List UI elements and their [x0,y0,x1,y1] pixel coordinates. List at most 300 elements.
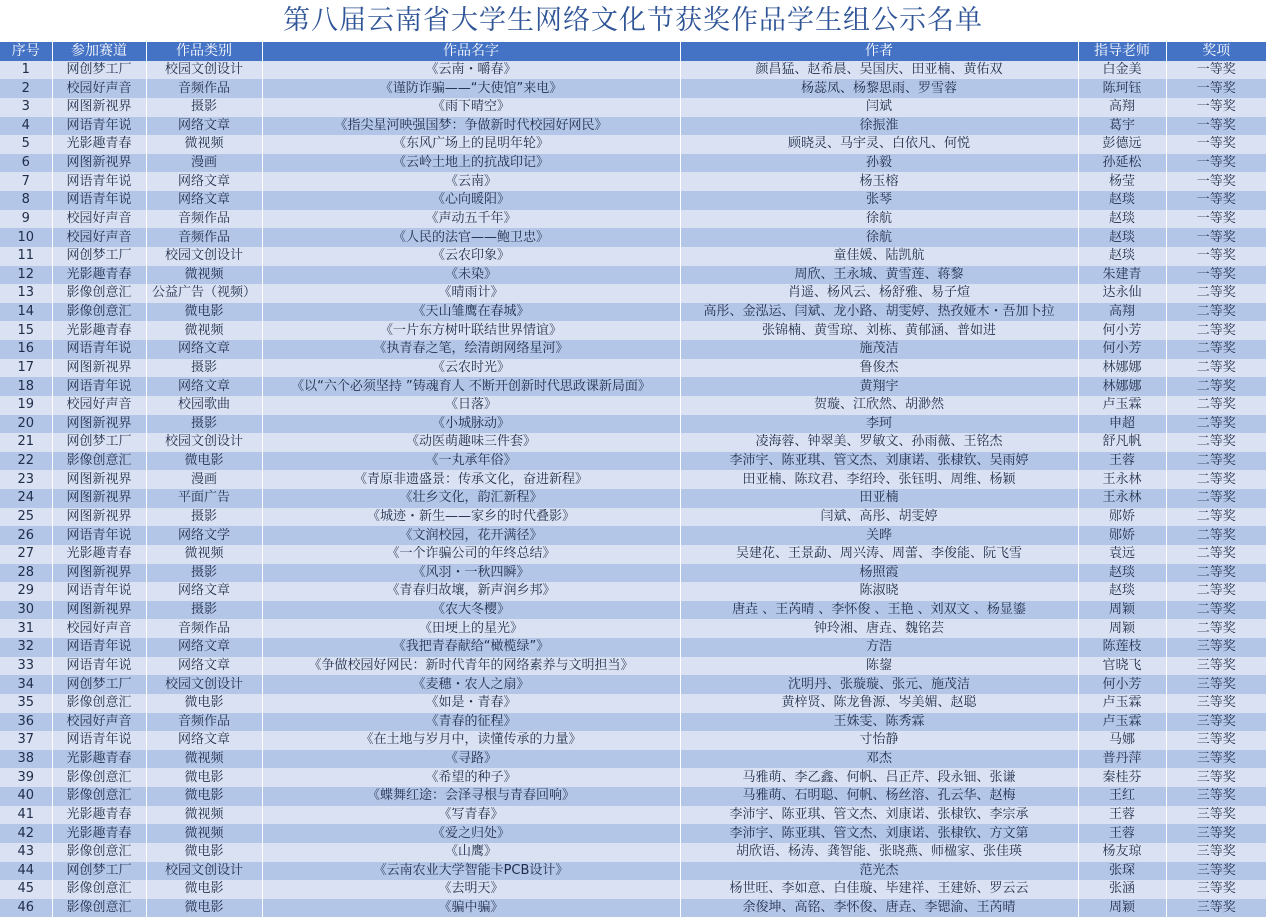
cell-award: 三等奖 [1166,768,1266,787]
cell-award: 二等奖 [1166,582,1266,601]
cell-advisor: 杨莹 [1078,172,1166,191]
cell-index: 2 [0,79,52,98]
cell-award: 一等奖 [1166,266,1266,285]
table-row [0,806,1266,825]
cell-award: 二等奖 [1166,545,1266,564]
cell-award: 一等奖 [1166,135,1266,154]
cell-authors: 马雅萌、李乙鑫、何帆、吕正芹、段永钿、张谦 [680,768,1078,787]
cell-track: 校园好声音 [52,79,146,98]
cell-authors: 徐振淮 [680,117,1078,136]
cell-award: 一等奖 [1166,61,1266,80]
cell-advisor: 赵琰 [1078,564,1166,583]
cell-track: 网创梦工厂 [52,433,146,452]
cell-index: 29 [0,582,52,601]
cell-work-title: 《青春归故壤，新声润乡邦》 [262,582,680,601]
cell-authors: 颜昌猛、赵希晨、吴国庆、田亚楠、黄佑双 [680,61,1078,80]
cell-authors: 田亚楠、陈玟君、李绍玲、张钰明、周维、杨颖 [680,470,1078,489]
column-header-work-title: 作品名字 [262,42,680,61]
cell-authors: 寸怡静 [680,731,1078,750]
cell-index: 26 [0,526,52,545]
awards-table [0,42,1266,917]
cell-authors: 田亚楠 [680,489,1078,508]
cell-track: 网图新视界 [52,601,146,620]
cell-award: 二等奖 [1166,489,1266,508]
cell-advisor: 申超 [1078,415,1166,434]
cell-advisor: 王红 [1078,787,1166,806]
cell-authors: 顾晓灵、马宇灵、白依凡、何悦 [680,135,1078,154]
cell-authors: 关晔 [680,526,1078,545]
cell-advisor: 周颖 [1078,619,1166,638]
cell-work-title: 《天山雏鹰在春城》 [262,303,680,322]
cell-authors: 闫斌 [680,98,1078,117]
cell-work-title: 《城迹・新生——家乡的时代叠影》 [262,508,680,527]
cell-award: 三等奖 [1166,787,1266,806]
table-body [0,61,1266,918]
cell-award: 二等奖 [1166,601,1266,620]
cell-authors: 胡欣语、杨涛、龚智能、张晓燕、师楹家、张佳瑛 [680,843,1078,862]
table-row [0,713,1266,732]
cell-award: 三等奖 [1166,731,1266,750]
cell-category: 漫画 [146,470,262,489]
cell-category: 音频作品 [146,713,262,732]
table-row [0,135,1266,154]
table-row [0,526,1266,545]
cell-work-title: 《骗中骗》 [262,899,680,918]
cell-award: 二等奖 [1166,321,1266,340]
cell-advisor: 高翔 [1078,98,1166,117]
cell-category: 校园歌曲 [146,396,262,415]
cell-authors: 杨照霞 [680,564,1078,583]
cell-advisor: 林娜娜 [1078,377,1166,396]
cell-work-title: 《动医萌趣味三件套》 [262,433,680,452]
cell-work-title: 《风羽・一秋四瞬》 [262,564,680,583]
cell-track: 校园好声音 [52,210,146,229]
cell-award: 一等奖 [1166,228,1266,247]
cell-work-title: 《山鹰》 [262,843,680,862]
cell-work-title: 《争做校园好网民：新时代青年的网络素养与文明担当》 [262,657,680,676]
cell-index: 17 [0,359,52,378]
cell-work-title: 《雨下晴空》 [262,98,680,117]
cell-advisor: 葛宇 [1078,117,1166,136]
cell-authors: 张琴 [680,191,1078,210]
cell-advisor: 赵琰 [1078,582,1166,601]
cell-work-title: 《爱之归处》 [262,824,680,843]
column-header-track: 参加赛道 [52,42,146,61]
cell-advisor: 卢玉霖 [1078,694,1166,713]
cell-advisor: 赵琰 [1078,247,1166,266]
cell-authors: 邓杰 [680,750,1078,769]
cell-work-title: 《小城脉动》 [262,415,680,434]
table-row [0,377,1266,396]
cell-track: 校园好声音 [52,713,146,732]
cell-work-title: 《谨防诈骗——“大使馆”来电》 [262,79,680,98]
cell-award: 二等奖 [1166,526,1266,545]
cell-award: 二等奖 [1166,564,1266,583]
cell-index: 24 [0,489,52,508]
cell-authors: 李沛宇、陈亚琪、管文杰、刘康诺、张棣钦、方文第 [680,824,1078,843]
cell-advisor: 周颖 [1078,899,1166,918]
cell-category: 漫画 [146,154,262,173]
cell-award: 二等奖 [1166,415,1266,434]
table-row [0,731,1266,750]
cell-award: 二等奖 [1166,377,1266,396]
table-row [0,824,1266,843]
cell-track: 校园好声音 [52,619,146,638]
cell-index: 38 [0,750,52,769]
cell-category: 微视频 [146,545,262,564]
cell-index: 20 [0,415,52,434]
cell-authors: 陈鋆 [680,657,1078,676]
cell-award: 三等奖 [1166,694,1266,713]
cell-work-title: 《未染》 [262,266,680,285]
cell-advisor: 官晓飞 [1078,657,1166,676]
cell-advisor: 秦桂芬 [1078,768,1166,787]
cell-award: 二等奖 [1166,359,1266,378]
table-row [0,843,1266,862]
cell-award: 三等奖 [1166,713,1266,732]
cell-work-title: 《写青春》 [262,806,680,825]
cell-track: 光影趣青春 [52,266,146,285]
table-row [0,210,1266,229]
cell-category: 微视频 [146,266,262,285]
cell-track: 网语青年说 [52,582,146,601]
cell-work-title: 《心向暖阳》 [262,191,680,210]
cell-category: 摄影 [146,508,262,527]
cell-authors: 徐航 [680,210,1078,229]
cell-index: 44 [0,862,52,881]
table-row [0,657,1266,676]
cell-work-title: 《麦穗・农人之扇》 [262,675,680,694]
cell-track: 影像创意汇 [52,694,146,713]
cell-category: 网络文章 [146,377,262,396]
cell-category: 微电影 [146,787,262,806]
cell-index: 41 [0,806,52,825]
table-row [0,899,1266,918]
cell-award: 二等奖 [1166,470,1266,489]
cell-authors: 闫斌、高彤、胡雯婷 [680,508,1078,527]
cell-authors: 沈明丹、张璇璇、张元、施茂洁 [680,675,1078,694]
cell-work-title: 《云农印象》 [262,247,680,266]
cell-award: 一等奖 [1166,79,1266,98]
cell-award: 二等奖 [1166,340,1266,359]
cell-track: 校园好声音 [52,396,146,415]
cell-category: 网络文章 [146,172,262,191]
cell-authors: 杨世旺、李如意、白佳璇、毕建祥、王建娇、罗云云 [680,880,1078,899]
cell-work-title: 《云农时光》 [262,359,680,378]
cell-work-title: 《云南农业大学智能卡PCB设计》 [262,862,680,881]
cell-award: 三等奖 [1166,824,1266,843]
cell-index: 3 [0,98,52,117]
cell-advisor: 王永林 [1078,470,1166,489]
cell-advisor: 王蓉 [1078,452,1166,471]
cell-advisor: 马娜 [1078,731,1166,750]
cell-category: 微电影 [146,880,262,899]
cell-authors: 孙毅 [680,154,1078,173]
cell-award: 三等奖 [1166,675,1266,694]
cell-authors: 鲁俊杰 [680,359,1078,378]
cell-index: 36 [0,713,52,732]
cell-work-title: 《人民的法官——鲍卫忠》 [262,228,680,247]
cell-category: 摄影 [146,564,262,583]
cell-category: 网络文章 [146,657,262,676]
table-row [0,359,1266,378]
cell-track: 影像创意汇 [52,452,146,471]
cell-authors: 陈淑晓 [680,582,1078,601]
cell-authors: 方浩 [680,638,1078,657]
cell-track: 影像创意汇 [52,880,146,899]
cell-award: 一等奖 [1166,191,1266,210]
cell-category: 校园文创设计 [146,862,262,881]
cell-track: 影像创意汇 [52,787,146,806]
cell-track: 光影趣青春 [52,135,146,154]
cell-track: 光影趣青春 [52,806,146,825]
cell-authors: 凌海蓉、钟翠美、罗敏文、孙雨薇、王铭杰 [680,433,1078,452]
cell-advisor: 舒凡帆 [1078,433,1166,452]
cell-category: 公益广告（视频） [146,284,262,303]
cell-track: 网图新视界 [52,359,146,378]
table-row [0,564,1266,583]
cell-award: 一等奖 [1166,98,1266,117]
cell-category: 校园文创设计 [146,433,262,452]
cell-index: 37 [0,731,52,750]
cell-authors: 范光杰 [680,862,1078,881]
cell-authors: 唐垚 、王芮晴 、李怀俊 、王艳 、刘双文 、杨显鎏 [680,601,1078,620]
cell-authors: 肖遥、杨风云、杨舒雅、易子煊 [680,284,1078,303]
cell-authors: 杨蕊凤、杨黎思雨、罗雪蓉 [680,79,1078,98]
cell-track: 网图新视界 [52,98,146,117]
cell-advisor: 何小芳 [1078,321,1166,340]
cell-track: 网图新视界 [52,489,146,508]
cell-index: 43 [0,843,52,862]
cell-advisor: 陈莲枝 [1078,638,1166,657]
cell-index: 33 [0,657,52,676]
cell-award: 三等奖 [1166,880,1266,899]
table-row [0,508,1266,527]
cell-index: 40 [0,787,52,806]
cell-advisor: 普丹萍 [1078,750,1166,769]
cell-category: 微视频 [146,135,262,154]
table-row [0,862,1266,881]
cell-track: 影像创意汇 [52,284,146,303]
cell-category: 平面广告 [146,489,262,508]
table-row [0,750,1266,769]
cell-award: 三等奖 [1166,750,1266,769]
cell-award: 三等奖 [1166,657,1266,676]
cell-advisor: 赵琰 [1078,191,1166,210]
cell-work-title: 《日落》 [262,396,680,415]
cell-authors: 马雅萌、石明聪、何帆、杨丝溶、孔云华、赵梅 [680,787,1078,806]
cell-index: 35 [0,694,52,713]
cell-advisor: 赵琰 [1078,210,1166,229]
table-row [0,880,1266,899]
column-header-award: 奖项 [1166,42,1266,61]
cell-category: 微视频 [146,321,262,340]
cell-track: 校园好声音 [52,228,146,247]
cell-advisor: 朱建青 [1078,266,1166,285]
cell-authors: 李沛宇、陈亚琪、管文杰、刘康诺、张棣钦、吴雨婷 [680,452,1078,471]
cell-authors: 贺璇、江欣然、胡渺然 [680,396,1078,415]
cell-advisor: 林娜娜 [1078,359,1166,378]
table-row [0,787,1266,806]
cell-authors: 黄梓贤、陈龙鲁源、岑美媚、赵聪 [680,694,1078,713]
cell-category: 网络文章 [146,731,262,750]
cell-index: 32 [0,638,52,657]
cell-advisor: 王蓉 [1078,806,1166,825]
cell-index: 1 [0,61,52,80]
cell-authors: 高彤、金泓运、闫斌、龙小路、胡雯婷、热孜娅木・吾加卜拉 [680,303,1078,322]
cell-award: 二等奖 [1166,303,1266,322]
cell-category: 摄影 [146,601,262,620]
cell-category: 校园文创设计 [146,61,262,80]
cell-work-title: 《蝶舞红途：会泽寻根与青春回响》 [262,787,680,806]
cell-work-title: 《东风广场上的昆明年轮》 [262,135,680,154]
page-title: 第八届云南省大学生网络文化节获奖作品学生组公示名单 [283,5,983,36]
table-row [0,117,1266,136]
table-row [0,284,1266,303]
cell-track: 网语青年说 [52,377,146,396]
table-row [0,470,1266,489]
table-row [0,415,1266,434]
cell-index: 27 [0,545,52,564]
cell-work-title: 《农大冬樱》 [262,601,680,620]
cell-work-title: 《田埂上的星光》 [262,619,680,638]
cell-award: 三等奖 [1166,843,1266,862]
cell-index: 8 [0,191,52,210]
cell-authors: 施茂洁 [680,340,1078,359]
cell-category: 网络文章 [146,191,262,210]
table-row [0,396,1266,415]
cell-work-title: 《声动五千年》 [262,210,680,229]
cell-category: 微电影 [146,303,262,322]
cell-work-title: 《一片东方树叶联结世界情谊》 [262,321,680,340]
cell-advisor: 郧娇 [1078,526,1166,545]
cell-track: 网创梦工厂 [52,61,146,80]
cell-work-title: 《在土地与岁月中，读懂传承的力量》 [262,731,680,750]
cell-work-title: 《如是・青春》 [262,694,680,713]
cell-award: 一等奖 [1166,154,1266,173]
cell-authors: 徐航 [680,228,1078,247]
cell-category: 微电影 [146,694,262,713]
cell-work-title: 《指尖星河映强国梦：争做新时代校园好网民》 [262,117,680,136]
cell-track: 网图新视界 [52,470,146,489]
cell-track: 光影趣青春 [52,321,146,340]
cell-index: 10 [0,228,52,247]
cell-track: 网语青年说 [52,731,146,750]
cell-index: 42 [0,824,52,843]
table-row [0,228,1266,247]
cell-index: 46 [0,899,52,918]
cell-award: 三等奖 [1166,806,1266,825]
table-row [0,321,1266,340]
cell-index: 31 [0,619,52,638]
table-row [0,545,1266,564]
cell-index: 22 [0,452,52,471]
table-row [0,619,1266,638]
column-header-index: 序号 [0,42,52,61]
cell-authors: 余俊坤、高铭、李怀俊、唐垚、李锶渝、王芮晴 [680,899,1078,918]
cell-category: 微电影 [146,843,262,862]
cell-advisor: 袁远 [1078,545,1166,564]
cell-award: 二等奖 [1166,284,1266,303]
cell-track: 网图新视界 [52,564,146,583]
cell-track: 光影趣青春 [52,824,146,843]
column-header-authors: 作者 [680,42,1078,61]
cell-category: 网络文学 [146,526,262,545]
cell-track: 网语青年说 [52,638,146,657]
cell-authors: 周欣、王永城、黄雪莲、蒋黎 [680,266,1078,285]
cell-authors: 王姝雯、陈秀霖 [680,713,1078,732]
cell-work-title: 《云岭土地上的抗战印记》 [262,154,680,173]
cell-award: 一等奖 [1166,172,1266,191]
cell-work-title: 《执青春之笔，绘清朗网络星河》 [262,340,680,359]
cell-work-title: 《云南》 [262,172,680,191]
table-row [0,79,1266,98]
cell-work-title: 《青春的征程》 [262,713,680,732]
cell-track: 影像创意汇 [52,768,146,787]
cell-advisor: 王蓉 [1078,824,1166,843]
cell-work-title: 《我把青春献给“橄榄绿”》 [262,638,680,657]
cell-category: 摄影 [146,98,262,117]
cell-advisor: 周颖 [1078,601,1166,620]
cell-index: 14 [0,303,52,322]
cell-category: 网络文章 [146,638,262,657]
cell-work-title: 《晴雨计》 [262,284,680,303]
cell-advisor: 陈珂钰 [1078,79,1166,98]
cell-work-title: 《希望的种子》 [262,768,680,787]
cell-index: 19 [0,396,52,415]
cell-authors: 吴建花、王景勐、周兴涛、周蕾、李俊能、阮飞雪 [680,545,1078,564]
cell-category: 微电影 [146,768,262,787]
table-row [0,61,1266,80]
table-row [0,433,1266,452]
table-row [0,98,1266,117]
cell-index: 30 [0,601,52,620]
cell-award: 三等奖 [1166,638,1266,657]
table-header-row [0,42,1266,61]
cell-index: 18 [0,377,52,396]
cell-advisor: 孙延松 [1078,154,1166,173]
cell-track: 网语青年说 [52,191,146,210]
cell-index: 5 [0,135,52,154]
table-row [0,340,1266,359]
cell-track: 网语青年说 [52,526,146,545]
table-row [0,768,1266,787]
cell-work-title: 《云南・嚼春》 [262,61,680,80]
cell-category: 微视频 [146,806,262,825]
cell-award: 一等奖 [1166,247,1266,266]
column-header-category: 作品类别 [146,42,262,61]
column-header-advisor: 指导老师 [1078,42,1166,61]
cell-index: 13 [0,284,52,303]
cell-advisor: 高翔 [1078,303,1166,322]
cell-work-title: 《去明天》 [262,880,680,899]
cell-work-title: 《文润校园，花开满径》 [262,526,680,545]
cell-advisor: 杨友琼 [1078,843,1166,862]
table-row [0,489,1266,508]
cell-award: 三等奖 [1166,862,1266,881]
cell-authors: 张锦楠、黄雪琼、刘栋、黄郁涵、普如进 [680,321,1078,340]
cell-track: 网创梦工厂 [52,675,146,694]
cell-work-title: 《寻路》 [262,750,680,769]
table-row [0,582,1266,601]
cell-award: 二等奖 [1166,619,1266,638]
table-row [0,601,1266,620]
cell-work-title: 《青原非遗盛景：传承文化，奋进新程》 [262,470,680,489]
cell-work-title: 《以“六个必须坚持 ”铸魂育人 不断开创新时代思政课新局面》 [262,377,680,396]
cell-track: 网图新视界 [52,154,146,173]
cell-award: 二等奖 [1166,452,1266,471]
cell-advisor: 张涵 [1078,880,1166,899]
